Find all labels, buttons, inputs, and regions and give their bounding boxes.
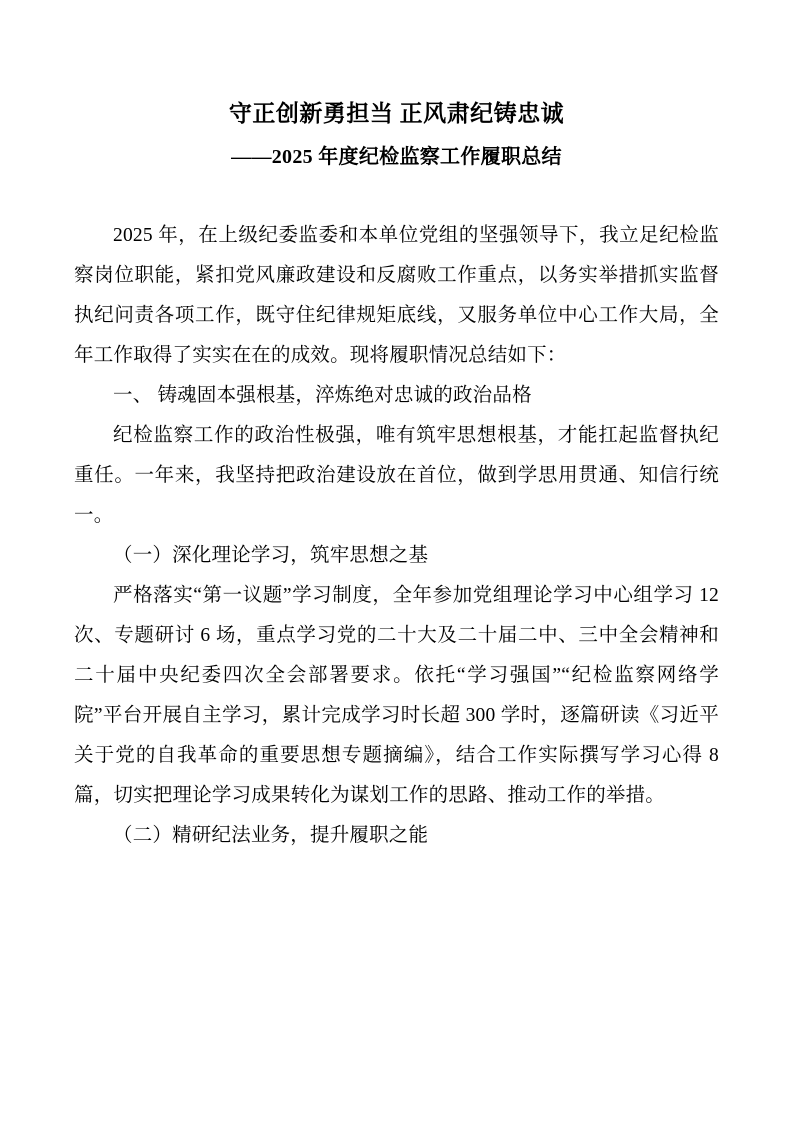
paragraph-section-1: 一、 铸魂固本强根基，淬炼绝对忠诚的政治品格 (113, 385, 532, 406)
paragraph-section-1-2: （二）精研纪法业务，提升履职之能 (113, 825, 429, 846)
document-body (74, 216, 719, 856)
paragraph-section-1-body: 纪检监察工作的政治性极强，唯有筑牢思想根基，才能扛起监督执纪重任。一年来，我坚持把政治建设放在首位，做到学思用贯通、知信行统一。 (74, 425, 719, 526)
page-subtitle: ——2025 年度纪检监察工作履职总结 (231, 146, 562, 168)
page-title: 守正创新勇担当 正风肃纪铸忠诚 (228, 101, 565, 126)
paragraph-section-1-1: （一）深化理论学习，筑牢思想之基 (113, 545, 429, 566)
paragraph-section-1-1-body: 严格落实“第一议题”学习制度，全年参加党组理论学习中心组学习 12 次、专题研讨 6 场，重点学习党的二十大及二十届二中、三中全会精神和二十届中央纪委四次全会部署要求。依托“学习强国”“纪检监察网络学院”平台开展自主学习，累计完成学习时长超 300 学时，逐篇研读《习近平关于党的自我革命的重要思想专题摘编》，结合工作实际撰写学习心得 8 篇，切实把理论学习成果转化为谋划工作的思路、推动工作的举措。 (74, 585, 719, 806)
paragraph-intro: 2025 年，在上级纪委监委和本单位党组的坚强领导下，我立足纪检监察岗位职能，紧扣党风廉政建设和反腐败工作重点，以务实举措抓实监督执纪问责各项工作，既守住纪律规矩底线，又服务单位中心工作大局，全年工作取得了实实在在的成效。现将履职情况总结如下： (74, 225, 719, 366)
